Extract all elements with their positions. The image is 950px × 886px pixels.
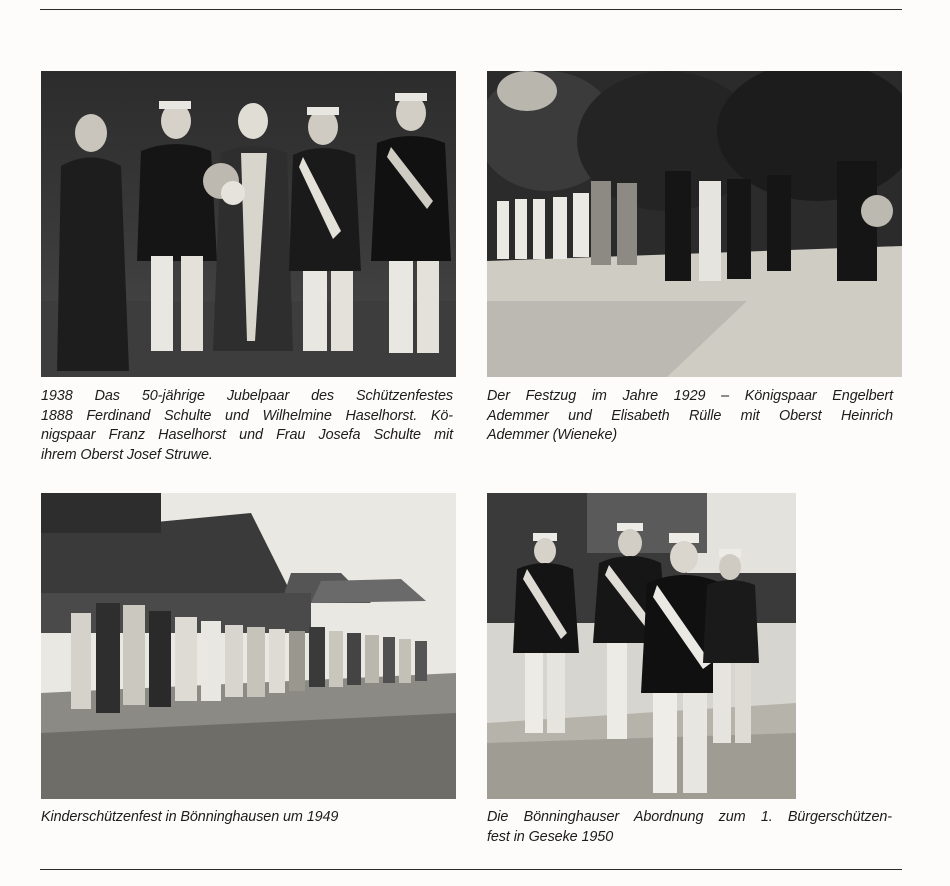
caption-line: fest in Geseke 1950 (487, 828, 614, 845)
caption-line: ihrem Oberst Josef Struwe. (41, 446, 213, 463)
photo-1950-image (487, 493, 796, 799)
caption-line: Kinderschützenfest in Bönninghausen um 1949 (41, 809, 339, 825)
caption-line: Ademmer und Elisabeth Rülle mit Oberst Heinrich (487, 407, 893, 424)
photo-1929-image (487, 71, 902, 377)
top-rule (40, 9, 902, 10)
photo-1950-abordnung (487, 493, 796, 799)
photo-1929-festzug (487, 71, 902, 377)
photo-1938-image (41, 71, 456, 377)
photo-1949-image (41, 493, 456, 799)
caption-1929 (487, 387, 893, 446)
caption-line: Ademmer (Wieneke) (487, 427, 618, 444)
caption-1950 (487, 808, 892, 847)
caption-1949 (41, 808, 338, 828)
photo-1949-kinderschuetzenfest (41, 493, 456, 799)
caption-line: nigspaar Franz Haselhorst und Frau Josefa Schulte mit (41, 427, 453, 444)
caption-line: 1938 Das 50-jährige Jubelpaar des Schützenfestes (41, 388, 453, 404)
caption-1938 (41, 387, 453, 465)
caption-line: 1888 Ferdinand Schulte und Wilhelmine Haselhorst. Kö- (41, 407, 453, 424)
bottom-rule (40, 869, 902, 870)
photo-1938-jubelpaar (41, 71, 456, 377)
caption-line: Die Bönninghauser Abordnung zum 1. Bürgerschützen- (487, 809, 892, 825)
caption-line: Der Festzug im Jahre 1929 – Königspaar Engelbert (487, 388, 893, 404)
